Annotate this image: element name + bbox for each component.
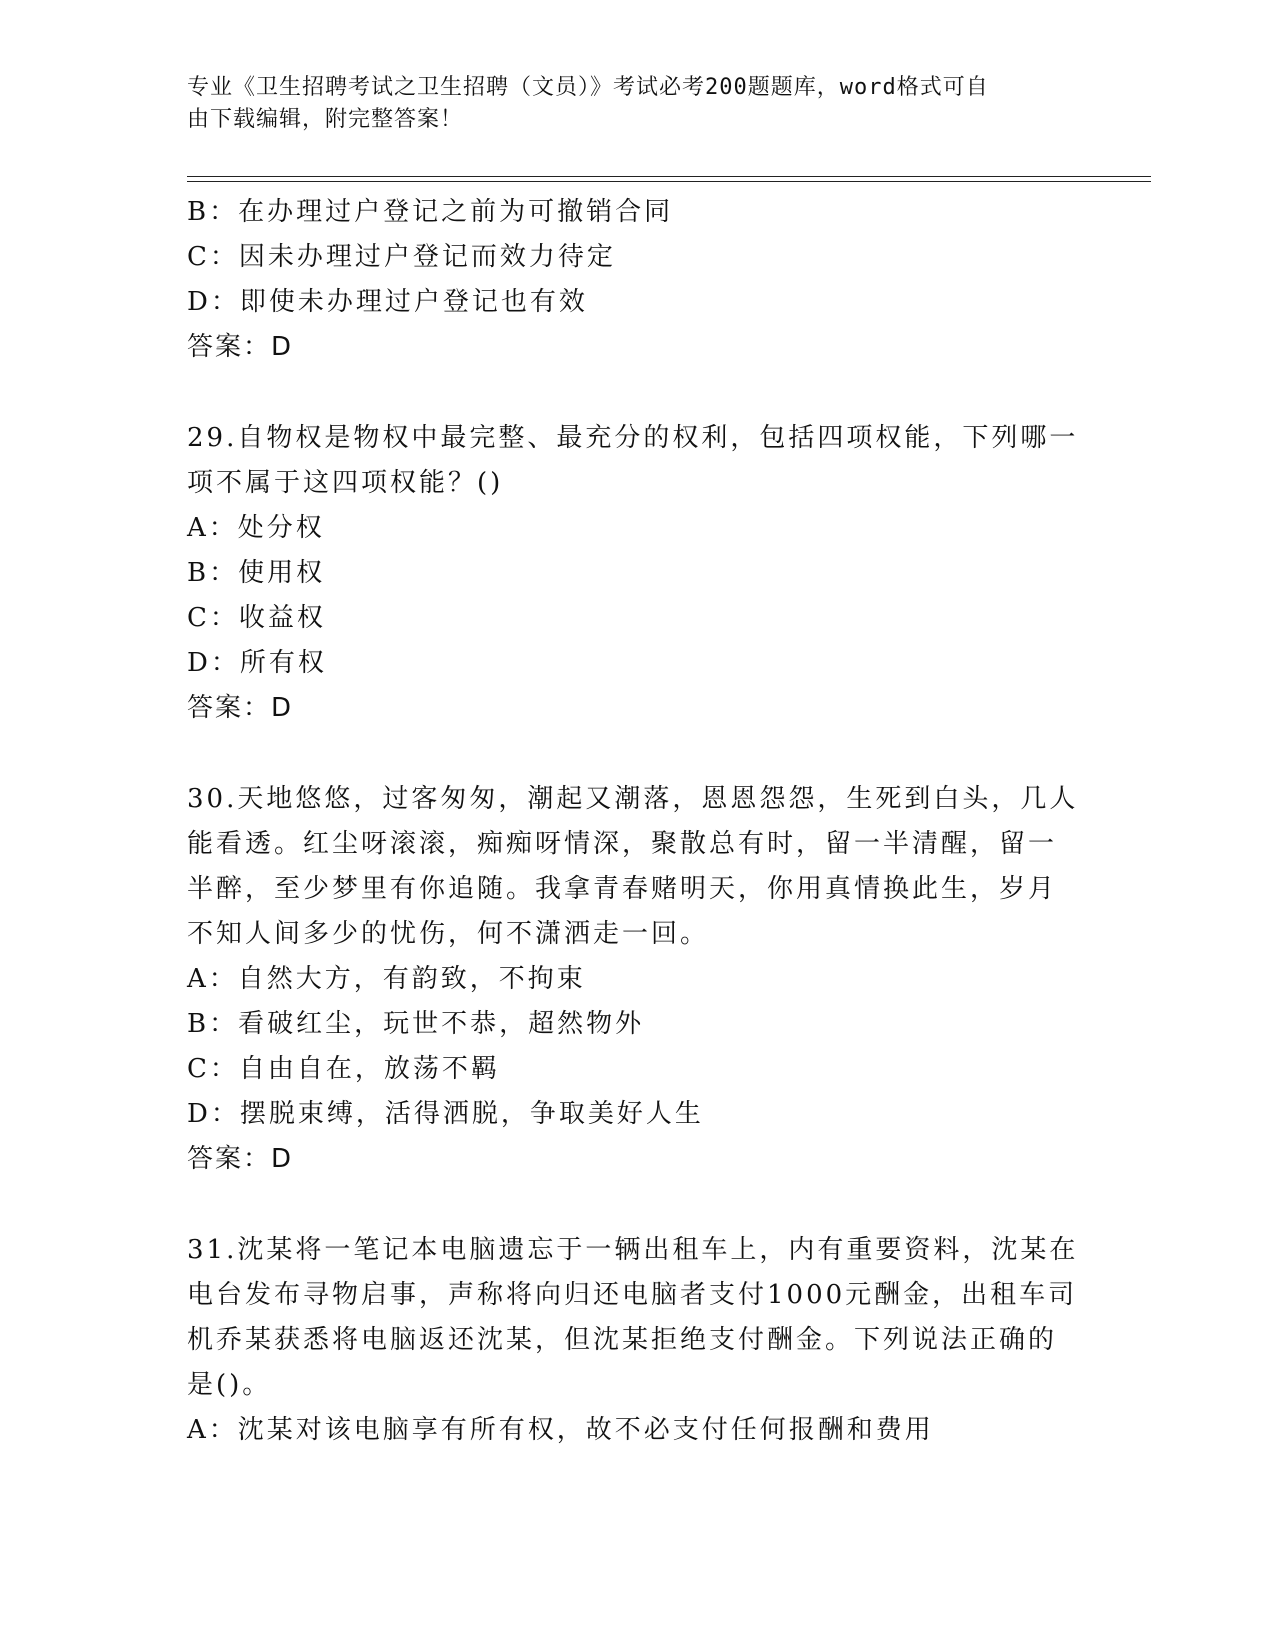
spacer <box>187 731 1067 777</box>
question-stem-line: 不知人间多少的忧伤，何不潇洒走一回。 <box>187 919 710 949</box>
question-31 <box>187 1228 1079 1453</box>
question-stem-line: 29.自物权是物权中最完整、最充分的权利，包括四项权能，下列哪一 <box>187 423 1079 453</box>
option-d: D：摆脱束缚，活得洒脱，争取美好人生 <box>187 1099 704 1129</box>
answer-line: 答案：D <box>187 693 294 723</box>
option-b: B：使用权 <box>187 558 326 588</box>
question-content <box>187 190 1079 1453</box>
spacer <box>187 1182 1067 1228</box>
option-b: B：在办理过户登记之前为可撤销合同 <box>187 197 674 227</box>
question-stem-line: 机乔某获悉将电脑返还沈某，但沈某拒绝支付酬金。下列说法正确的 <box>187 1325 1058 1355</box>
question-stem-line: 31.沈某将一笔记本电脑遗忘于一辆出租车上，内有重要资料，沈某在 <box>187 1235 1079 1265</box>
option-b: B：看破红尘，玩世不恭，超然物外 <box>187 1009 645 1039</box>
option-d: D：所有权 <box>187 648 327 678</box>
option-a: A：处分权 <box>187 513 325 543</box>
question-30 <box>187 777 1079 1182</box>
option-c: C：自由自在，放荡不羁 <box>187 1054 500 1084</box>
question-28-tail <box>187 190 1067 370</box>
question-stem-line: 是()。 <box>187 1370 272 1400</box>
option-a: A：沈某对该电脑享有所有权，故不必支付任何报酬和费用 <box>187 1415 934 1445</box>
spacer <box>187 370 1067 416</box>
question-stem-line: 30.天地悠悠，过客匆匆，潮起又潮落，恩恩怨怨，生死到白头，几人 <box>187 784 1079 814</box>
answer-line: 答案：D <box>187 1144 294 1174</box>
header-line-2: 由下载编辑，附完整答案！ <box>187 107 464 132</box>
question-stem-line: 项不属于这四项权能？() <box>187 468 504 498</box>
option-c: C：收益权 <box>187 603 326 633</box>
question-stem-line: 能看透。红尘呀滚滚，痴痴呀情深，聚散总有时，留一半清醒，留一 <box>187 829 1058 859</box>
answer-line: 答案：D <box>187 332 294 362</box>
option-c: C：因未办理过户登记而效力待定 <box>187 242 616 272</box>
option-d: D：即使未办理过户登记也有效 <box>187 287 588 317</box>
document-header <box>187 72 1067 136</box>
header-line-1: 专业《卫生招聘考试之卫生招聘（文员）》考试必考200题题库，word格式可自 <box>187 75 989 100</box>
question-stem-line: 电台发布寻物启事，声称将向归还电脑者支付1000元酬金，出租车司 <box>187 1280 1078 1310</box>
question-29 <box>187 416 1079 731</box>
header-divider-bottom <box>187 181 1151 182</box>
question-stem-line: 半醉，至少梦里有你追随。我拿青春赌明天，你用真情换此生，岁月 <box>187 874 1058 904</box>
header-divider-top <box>187 176 1151 177</box>
option-a: A：自然大方，有韵致，不拘束 <box>187 964 586 994</box>
